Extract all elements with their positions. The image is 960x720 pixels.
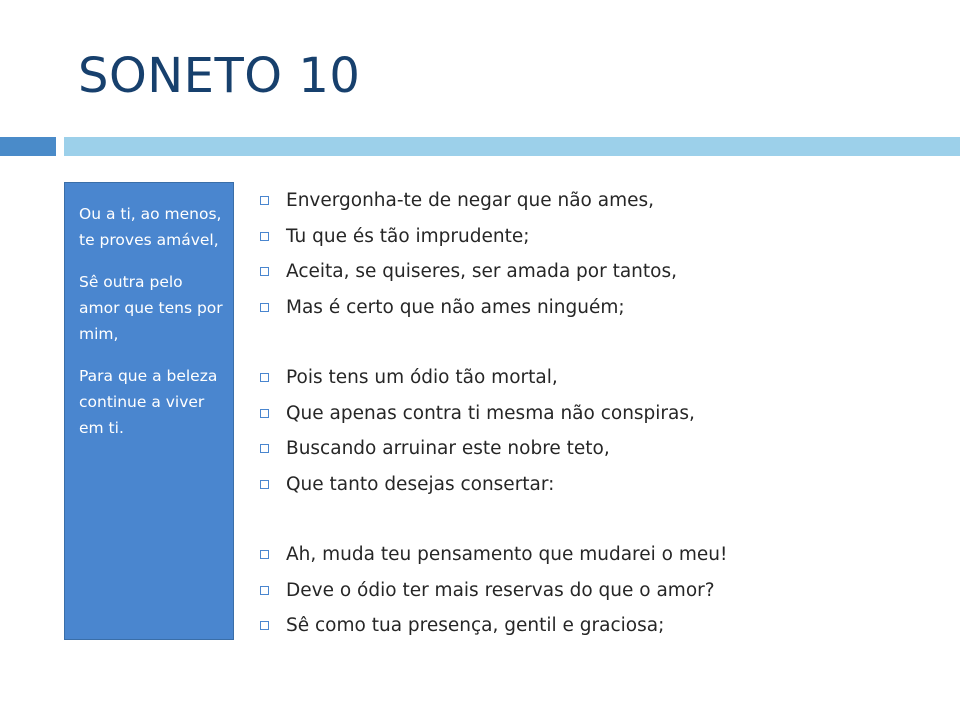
accent-bar-left <box>0 137 56 156</box>
verse-line <box>258 293 948 329</box>
verse-line <box>258 540 948 576</box>
verse-line <box>258 186 948 222</box>
hollow-square-bullet-icon <box>260 373 269 382</box>
verse-line <box>258 576 948 612</box>
hollow-square-bullet-icon <box>260 409 269 418</box>
verse-list <box>258 186 948 647</box>
verse-line <box>258 470 948 506</box>
verse-text: Que tanto desejas consertar: <box>286 473 555 495</box>
hollow-square-bullet-icon <box>260 444 269 453</box>
verse-line <box>258 257 948 293</box>
hollow-square-bullet-icon <box>260 267 269 276</box>
verse-line <box>258 611 948 647</box>
hollow-square-bullet-icon <box>260 232 269 241</box>
hollow-square-bullet-icon <box>260 196 269 205</box>
hollow-square-bullet-icon <box>260 480 269 489</box>
sidebar-text-box <box>64 182 234 640</box>
accent-bar-right <box>64 137 960 156</box>
verse-text: Ah, muda teu pensamento que mudarei o meu! <box>286 544 728 565</box>
hollow-square-bullet-icon <box>260 550 269 559</box>
hollow-square-bullet-icon <box>260 621 269 630</box>
stanza-spacer <box>258 505 948 540</box>
verse-text: Mas é certo que não ames ninguém; <box>286 296 625 318</box>
verse-text: Tu que és tão imprudente; <box>286 225 530 247</box>
hollow-square-bullet-icon <box>260 303 269 312</box>
stanza-spacer <box>258 328 948 363</box>
verse-line <box>258 363 948 399</box>
verse-line <box>258 399 948 435</box>
verse-text: Sê como tua presença, gentil e graciosa; <box>286 615 665 636</box>
verse-text: Buscando arruinar este nobre teto, <box>286 438 610 459</box>
verse-text: Que apenas contra ti mesma não conspiras, <box>286 402 695 424</box>
slide-title: SONETO 10 <box>78 48 361 104</box>
verse-text: Deve o ódio ter mais reservas do que o amor? <box>286 579 715 601</box>
verse-text: Pois tens um ódio tão mortal, <box>286 367 558 388</box>
sidebar-paragraph: Ou a ti, ao menos, te proves amável, <box>79 205 222 249</box>
sidebar-paragraph: Sê outra pelo amor que tens por mim, <box>79 273 223 343</box>
verse-line <box>258 222 948 258</box>
hollow-square-bullet-icon <box>260 586 269 595</box>
verse-line <box>258 434 948 470</box>
sidebar-paragraph: Para que a beleza continue a viver em ti. <box>79 367 218 437</box>
verse-text: Aceita, se quiseres, ser amada por tantos, <box>286 261 678 282</box>
verse-text: Envergonha-te de negar que não ames, <box>286 190 654 211</box>
